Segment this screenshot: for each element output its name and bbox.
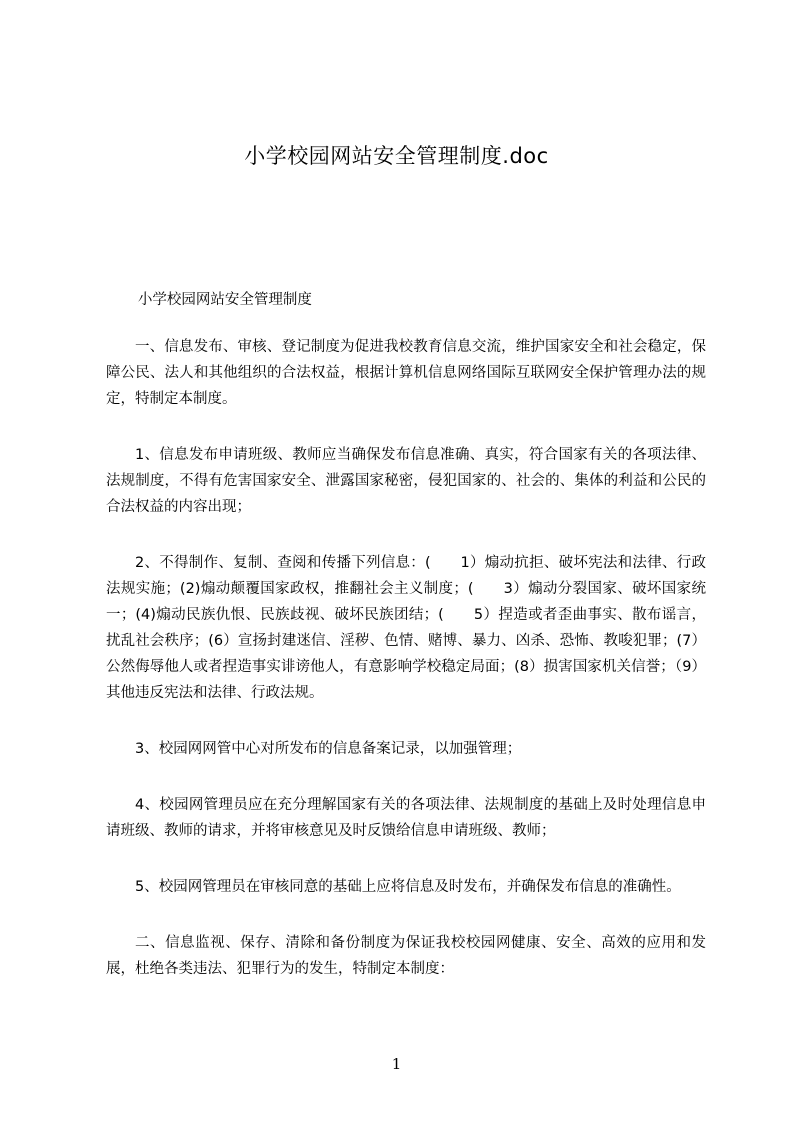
paragraph-section-2-intro: 二、信息监视、保存、清除和备份制度为保证我校校园网健康、安全、高效的应用和发展，杜绝各类违法、犯罪行为的发生，特制定本制度： bbox=[106, 935, 706, 977]
page-number: 1 bbox=[391, 1055, 402, 1073]
paragraph-item-3: 3、校园网网管中心对所发布的信息备案记录，以加强管理； bbox=[135, 741, 522, 757]
paragraph-item-4: 4、校园网管理员应在充分理解国家有关的各项法律、法规制度的基础上及时处理信息申请班级、教师的请求，并将审核意见及时反馈给信息申请班级、教师； bbox=[106, 797, 706, 839]
paragraph-subtitle: 小学校园网站安全管理制度 bbox=[137, 292, 312, 308]
paragraph-section-1-intro: 一、信息发布、审核、登记制度为促进我校教育信息交流，维护国家安全和社会稳定，保障公民、法人和其他组织的合法权益，根据计算机信息网络国际互联网安全保护管理办法的规定，特制定本制度。 bbox=[106, 339, 706, 407]
document-title: 小学校园网站安全管理制度.doc bbox=[244, 144, 549, 168]
paragraph-item-2: 2、不得制作、复制、查阅和传播下列信息：( 1）煽动抗拒、破坏宪法和法律、行政法规实施；(2)煽动颠覆国家政权，推翻社会主义制度；( 3）煽动分裂国家、破坏国家统一；(4)煽动民族仇恨、民族歧视、破坏民族团结；( 5）捏造或者歪曲事实、散布谣言，扰乱社会秩序；(6）宣扬封建迷信、淫秽、色情、赌博、暴力、凶杀、恐怖、教唆犯罪；(7）公然侮辱他人或者捏造事实诽谤他人，有意影响学校稳定局面；(8）损害国家机关信誉；（9）其他违反宪法和法律、行政法规。 bbox=[106, 555, 706, 701]
paragraph-item-1: 1、信息发布申请班级、教师应当确保发布信息准确、真实，符合国家有关的各项法律、法规制度，不得有危害国家安全、泄露国家秘密，侵犯国家的、社会的、集体的利益和公民的合法权益的内容出现； bbox=[106, 447, 706, 515]
document-body bbox=[106, 287, 706, 982]
paragraph-item-5: 5、校园网管理员在审核同意的基础上应将信息及时发布，并确保发布信息的准确性。 bbox=[135, 879, 681, 895]
